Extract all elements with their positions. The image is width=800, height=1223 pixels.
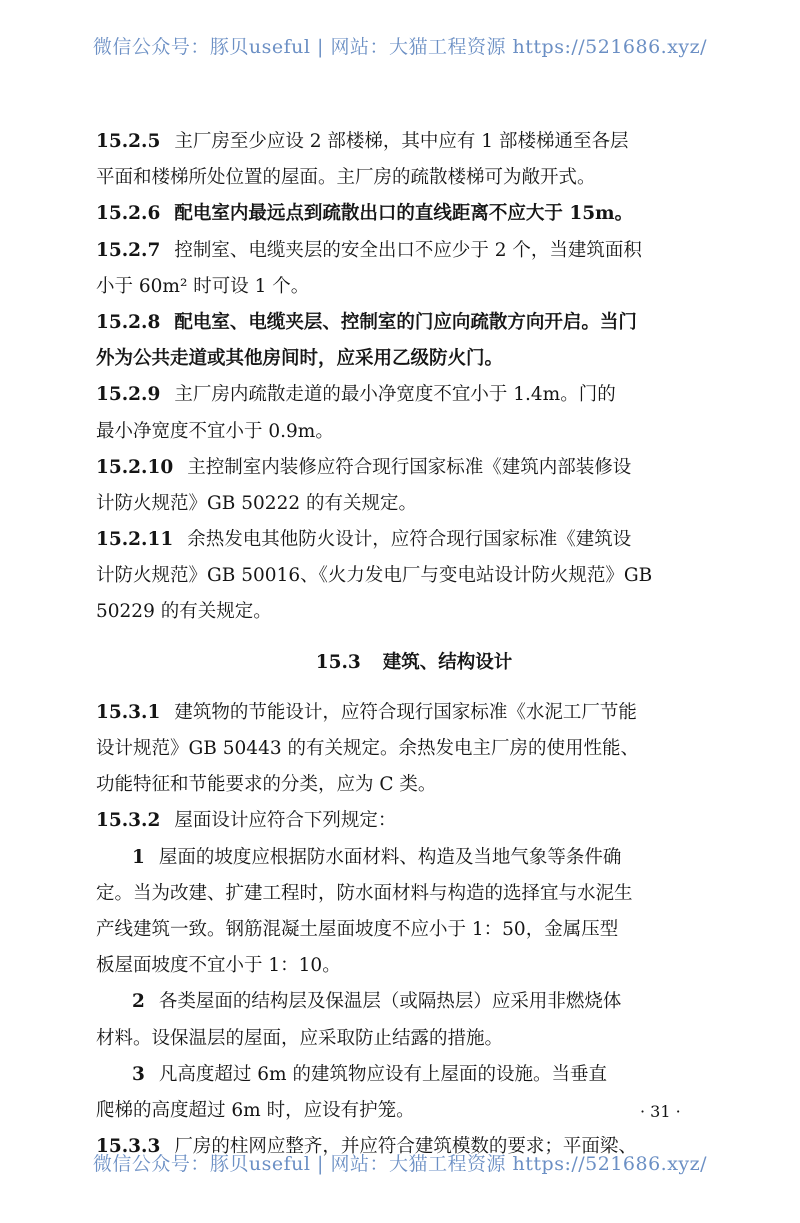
clause-text: 屋面设计应符合下列规定： (174, 810, 397, 832)
clause-number: 15.3.2 (96, 810, 161, 832)
clause-15-2-6 (96, 196, 732, 232)
clause-number: 15.2.8 (96, 311, 161, 333)
item-text: 各类屋面的结构层及保温层（或隔热层）应采用非燃烧体 (158, 991, 622, 1013)
clause-text: 配电室、电缆夹层、控制室的门应向疏散方向开启。当门 (174, 311, 637, 333)
section-number: 15.3 (315, 651, 361, 673)
list-item-2-line-2: 材料。设保温层的屋面，应采取防止结露的措施。 (96, 1027, 504, 1049)
clause-15-2-8-line-1 (96, 305, 732, 341)
clause-text: 主控制室内装修应符合现行国家标准《建筑内部装修设 (187, 456, 632, 478)
clause-text: 厂房的柱网应整齐，并应符合建筑模数的要求；平面梁、 (174, 1136, 637, 1158)
list-item-3-line-2: 爬梯的高度超过 6m 时，应设有护笼。 (96, 1099, 415, 1121)
clause-number: 15.3.3 (96, 1136, 161, 1158)
clause-number: 15.2.10 (96, 456, 174, 478)
clause-number: 15.3.1 (96, 701, 161, 723)
clause-15-2-7-line-1 (96, 233, 732, 269)
clause-number: 15.2.5 (96, 131, 161, 152)
clause-15-3-2 (96, 803, 732, 839)
list-item-1-line-4: 板屋面坡度不宜小于 1：10。 (96, 955, 341, 977)
clause-number: 15.2.7 (96, 239, 161, 261)
clause-15-2-10-line-2: 计防火规范》GB 50222 的有关规定。 (96, 492, 417, 514)
clause-number: 15.2.9 (96, 384, 161, 406)
clause-text: 主厂房至少应设 2 部楼梯，其中应有 1 部楼梯通至各层 (174, 131, 629, 152)
list-item-1-line-2: 定。当为改建、扩建工程时，防水面材料与构造的选择宜与水泥生 (96, 882, 633, 904)
item-number: 2 (132, 991, 145, 1013)
clause-15-2-5-line-2: 平面和楼梯所处位置的屋面。主厂房的疏散楼梯可为敞开式。 (96, 167, 596, 189)
clause-15-2-10-line-1 (96, 450, 732, 486)
section-heading (96, 645, 732, 681)
clause-15-2-11-line-2: 计防火规范》GB 50016、《火力发电厂与变电站设计防火规范》GB (96, 565, 653, 587)
clause-15-2-11-line-3: 50229 的有关规定。 (96, 601, 272, 623)
clause-text: 主厂房内疏散走道的最小净宽度不宜小于 1.4m。门的 (174, 384, 616, 406)
clause-text: 控制室、电缆夹层的安全出口不应少于 2 个，当建筑面积 (174, 239, 642, 261)
clause-number: 15.2.6 (96, 203, 161, 225)
list-item-1-line-3: 产线建筑一致。钢筋混凝土屋面坡度不应小于 1：50，金属压型 (96, 918, 619, 940)
clause-text: 余热发电其他防火设计，应符合现行国家标准《建筑设 (187, 529, 632, 551)
item-text: 凡高度超过 6m 的建筑物应设有上屋面的设施。当垂直 (158, 1063, 607, 1085)
clause-15-3-1-line-1 (96, 695, 732, 731)
clause-15-3-1-line-3: 功能特征和节能要求的分类，应为 C 类。 (96, 774, 437, 796)
list-item-1-line-1 (96, 840, 732, 876)
item-number: 1 (132, 846, 145, 868)
clause-15-2-9-line-1 (96, 377, 732, 413)
clause-number: 15.2.11 (96, 529, 174, 551)
clause-15-2-8-line-2: 外为公共走道或其他房间时，应采用乙级防火门。 (96, 348, 504, 370)
page-number: · 31 · (640, 1102, 681, 1121)
clause-text: 建筑物的节能设计，应符合现行国家标准《水泥工厂节能 (174, 701, 637, 723)
clause-15-3-1-line-2: 设计规范》GB 50443 的有关规定。余热发电主厂房的使用性能、 (96, 738, 639, 759)
item-number: 3 (132, 1063, 145, 1085)
clause-15-2-9-line-2: 最小净宽度不宜小于 0.9m。 (96, 420, 334, 442)
watermark-bottom: 微信公众号：豚贝useful | 网站：大猫工程资源 https://521686.xyz/ (92, 1153, 708, 1175)
clause-15-2-7-line-2: 小于 60m² 时可设 1 个。 (96, 275, 310, 297)
list-item-2-line-1 (96, 984, 732, 1020)
document-body (96, 124, 732, 1165)
clause-text: 配电室内最远点到疏散出口的直线距离不应大于 15m。 (174, 203, 634, 225)
section-title: 建筑、结构设计 (382, 651, 513, 673)
clause-15-2-5-line-1 (96, 124, 732, 160)
list-item-3-line-1 (96, 1057, 732, 1093)
watermark-top: 微信公众号：豚贝useful | 网站：大猫工程资源 https://521686.xyz/ (92, 36, 708, 58)
clause-15-2-11-line-1 (96, 522, 732, 558)
item-text: 屋面的坡度应根据防水面材料、构造及当地气象等条件确 (158, 846, 622, 868)
